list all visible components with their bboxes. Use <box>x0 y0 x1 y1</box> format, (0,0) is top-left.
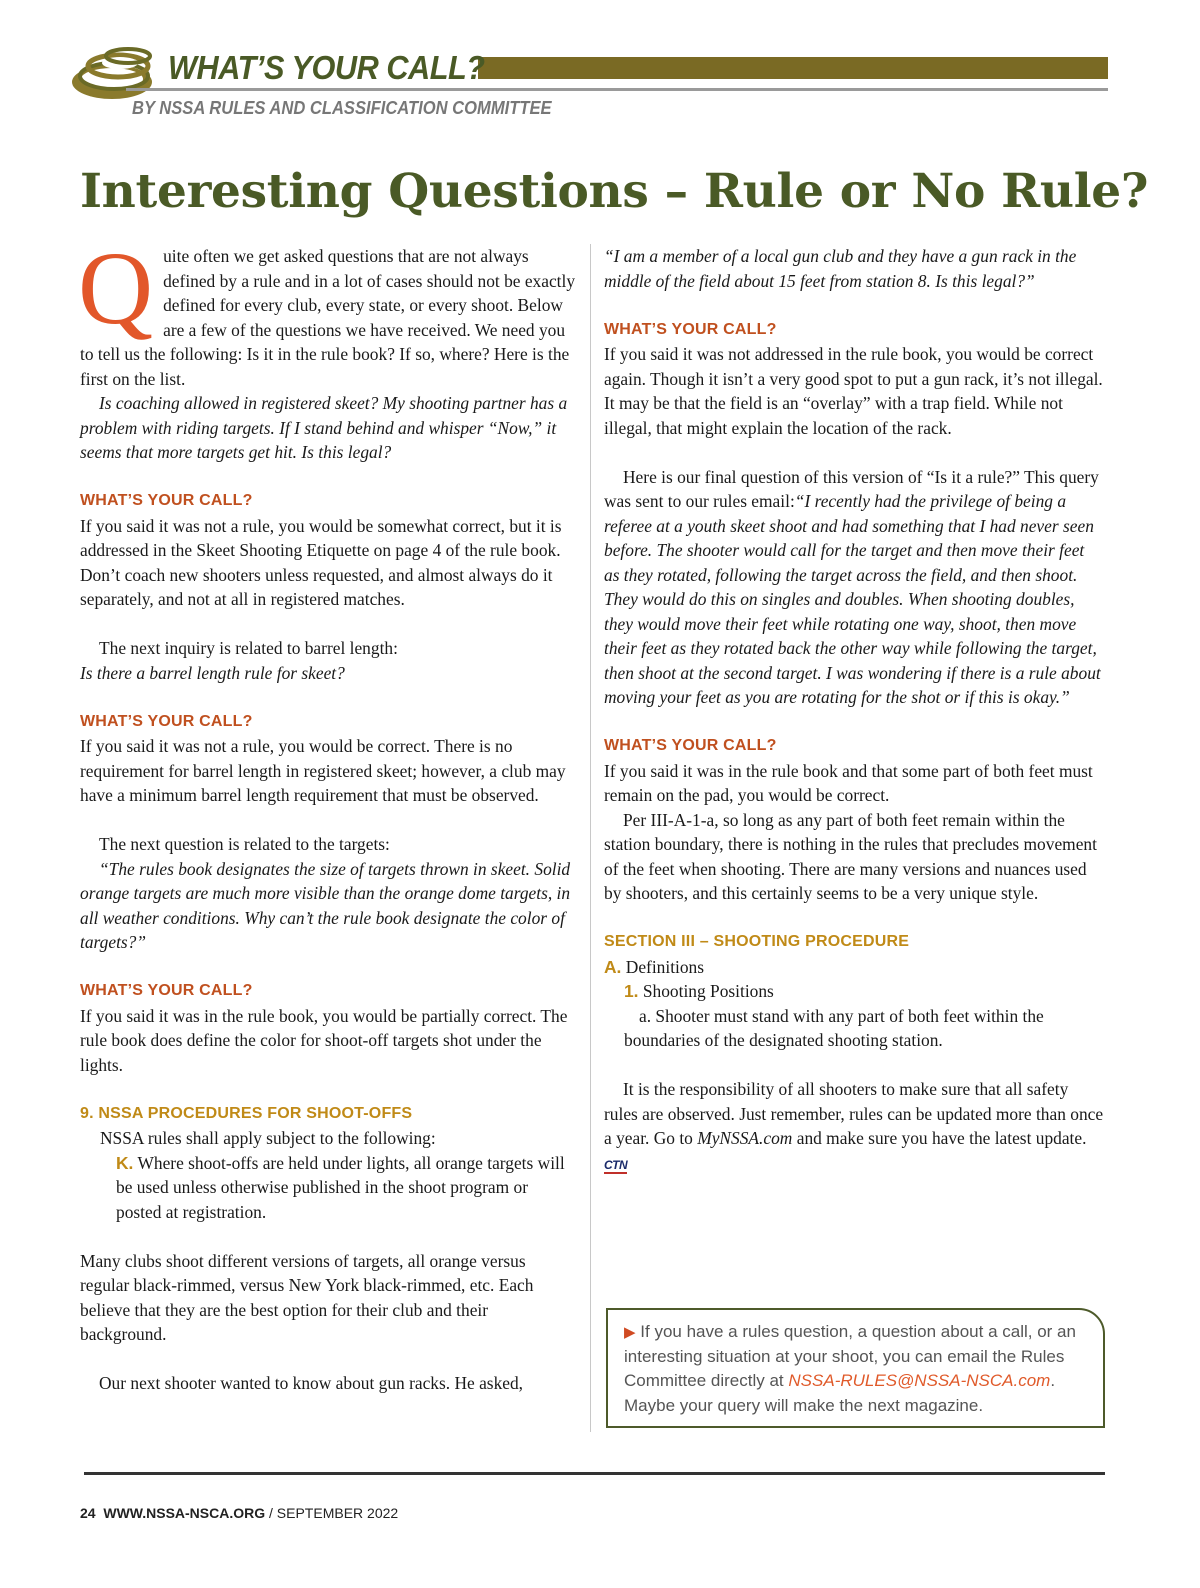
rule-heading-section-iii: SECTION III – SHOOTING PROCEDURE <box>604 933 910 950</box>
footer <box>80 1505 398 1521</box>
closing-text-after: and make sure you have the latest update. <box>796 1128 1087 1148</box>
question-coaching: Is coaching allowed in registered skeet? My shooting partner has a problem with riding targets. If I stand behind and whisper “Now,” it seems that more targets get hit. Is this legal? <box>80 393 568 462</box>
footer-separator: / <box>269 1505 273 1521</box>
left-column <box>78 231 576 1396</box>
clay-target-logo-icon <box>68 44 160 106</box>
callout-text-before: If you have a rules question, a question about a call, or an interesting situation at your shoot, you can email the Rules Committee directly at <box>624 1322 1076 1391</box>
answer-feet: If you said it was in the rule book and that some part of both feet must remain on the pad, you would be correct. <box>604 760 1093 805</box>
drop-cap: Q <box>78 231 154 346</box>
comment-targets: Many clubs shoot different versions of targets, all orange versus regular black-rimmed, versus New York black-rimmed, etc. Each believe that they are the best option for their club and their background. <box>80 1250 534 1344</box>
rules-question-callout <box>606 1308 1105 1428</box>
footer-rule <box>84 1472 1105 1475</box>
closing-text-before: It is the responsibility of all shooters to make sure that all safety rules are observed. Just remember, rules can be updated more than once a year. Go to <box>604 1079 1104 1148</box>
closing-paragraph <box>604 1077 1104 1177</box>
byline: BY NSSA RULES AND CLASSIFICATION COMMITTEE <box>132 98 552 118</box>
question-barrel: Is there a barrel length rule for skeet? <box>80 662 345 683</box>
arrow-right-icon: ▶ <box>624 1324 636 1341</box>
question-gun-racks: “I am a member of a local gun club and they have a gun rack in the middle of the field about 15 feet from station 8. Is this legal?” <box>604 246 1077 291</box>
rule-1 <box>604 979 1104 1004</box>
call-heading: WHAT’S YOUR CALL? <box>80 982 253 999</box>
title-bar <box>478 57 1108 79</box>
title-rule <box>126 88 1108 91</box>
rule-heading-shootoffs: 9. NSSA PROCEDURES FOR SHOOT-OFFS <box>80 1104 413 1122</box>
rule-lead-shootoffs: NSSA rules shall apply subject to the following: <box>100 1128 436 1148</box>
masthead <box>68 40 1108 120</box>
question-targets: “The rules book designates the size of targets thrown in skeet. Solid orange targets are much more visible than the orange dome targets, in all weather conditions. Why can’t the rule book designate the color of targets?” <box>80 858 571 952</box>
question-feet: “I recently had the privilege of being a referee at a youth skeet shoot and had something that I had never seen before. The shooter would call for the target and then move their feet as they rotated, following the target across the field, and then shoot. They would do this on singles and doubles. When shooting doubles, they would move their feet while rotating one way, shoot, then move their feet as they rotated back the other way while following the target, then shoot at the second target. I was wondering if there is a rule about moving your feet as you are rotating for the shot or if this is okay.” <box>604 491 1101 707</box>
section-title: WHAT’S YOUR CALL? <box>168 49 485 86</box>
intro-paragraph <box>78 231 576 391</box>
ctn-end-mark: CTN <box>604 1157 628 1172</box>
mynssa-link[interactable]: MyNSSA.com <box>697 1128 793 1148</box>
rule-k <box>80 1151 576 1225</box>
call-heading: WHAT’S YOUR CALL? <box>604 737 777 754</box>
rule-1a-text: a. Shooter must stand with any part of both feet within the boundaries of the designated shooting station. <box>624 1005 1044 1050</box>
lead-barrel: The next inquiry is related to barrel length: <box>99 638 398 658</box>
call-heading: WHAT’S YOUR CALL? <box>80 712 253 730</box>
callout-text-after: . Maybe your query will make the next magazine. <box>624 1371 1056 1415</box>
answer-barrel: If you said it was not a rule, you would be correct. There is no requirement for barrel length in registered skeet; however, a club may have a minimum barrel length requirement that must be observed. <box>80 736 566 805</box>
footer-site-link[interactable]: WWW.NSSA-NSCA.ORG <box>103 1505 266 1521</box>
rule-1-text: Shooting Positions <box>642 981 774 1001</box>
rule-letter-k: K. <box>116 1152 134 1173</box>
intro-text: uite often we get asked questions that are not always defined by a rule and in a lot of cases should not be exactly defined for every club, every state, or every shoot. Below are a few of the questions we have received. We need you to tell us the following: Is it in the rule book? If so, where? Here is the first on the list. <box>80 246 576 389</box>
right-column <box>604 244 1104 1177</box>
rule-letter-a: A. <box>604 956 622 977</box>
rules-email-link[interactable]: NSSA-RULES@NSSA-NSCA.com <box>788 1371 1051 1391</box>
headline: Interesting Questions – Rule or No Rule? <box>80 164 1149 219</box>
page-number: 24 <box>80 1505 96 1521</box>
call-heading: WHAT’S YOUR CALL? <box>80 492 253 509</box>
explanation-feet: Per III-A-1-a, so long as any part of both feet remain within the station boundary, there is nothing in the rules that precludes movement of the feet when shooting. There are many versions and nuances used by shooters, and this certainly seems to be a very unique style. <box>604 809 1097 903</box>
call-heading: WHAT’S YOUR CALL? <box>604 320 777 338</box>
lead-final: Here is our final question of this version of “Is it a rule?” This query was sent to our rules email: <box>604 466 1099 511</box>
footer-issue: SEPTEMBER 2022 <box>276 1505 399 1521</box>
rule-a-text: Definitions <box>625 956 705 977</box>
lead-gun-racks: Our next shooter wanted to know about gun racks. He asked, <box>99 1373 524 1393</box>
column-divider <box>590 244 591 1432</box>
rule-k-text: Where shoot-offs are held under lights, all orange targets will be used unless otherwise published in the shoot program or posted at registration. <box>116 1152 565 1222</box>
rule-number-1: 1. <box>624 981 639 1001</box>
answer-coaching: If you said it was not a rule, you would be somewhat correct, but it is addressed in the Skeet Shooting Etiquette on page 4 of the rule book. Don’t coach new shooters unless requested, and almost always do it separately, and not at all in registered matches. <box>80 515 562 609</box>
rule-a <box>604 955 1104 980</box>
final-question-paragraph <box>604 465 1104 710</box>
answer-gun-racks: If you said it was not addressed in the rule book, you would be correct again. Though it isn’t a very good spot to put a gun rack, it’s not illegal. It may be that the field is an “overlay” with a trap field. While not illegal, that might explain the location of the rack. <box>604 344 1103 438</box>
lead-targets: The next question is related to the targets: <box>99 834 390 854</box>
answer-targets: If you said it was in the rule book, you would be partially correct. The rule book does define the color for shoot-off targets shot under the lights. <box>80 1005 568 1075</box>
